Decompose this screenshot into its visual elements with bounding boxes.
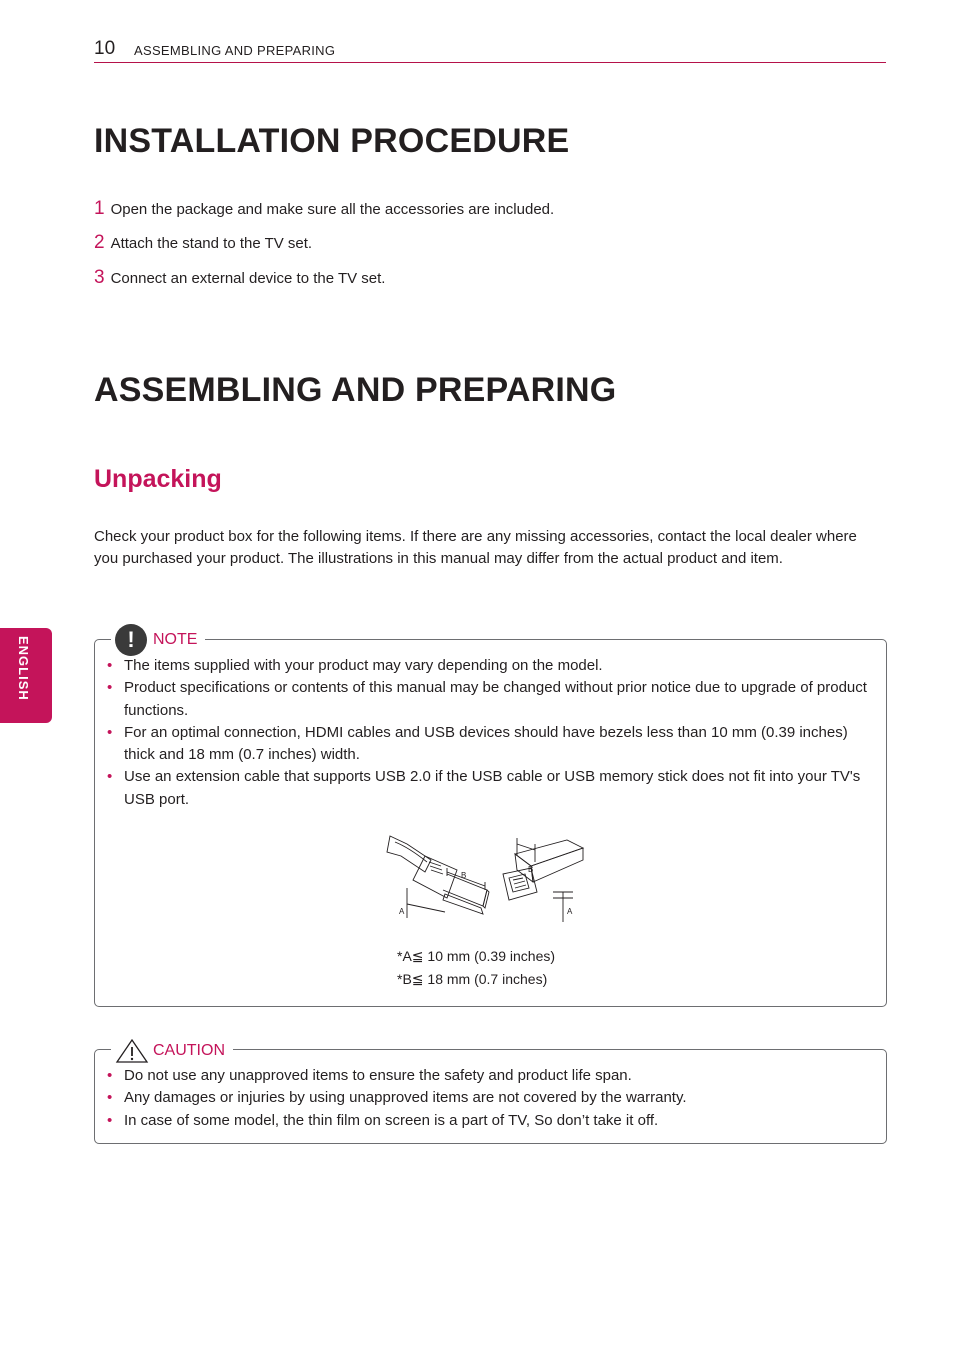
dimension-label-b: B <box>528 865 534 874</box>
caution-header <box>111 1038 233 1064</box>
running-header: ASSEMBLING AND PREPARING <box>134 43 336 58</box>
connector-size-illustration <box>385 834 595 934</box>
warning-triangle-icon <box>115 1038 149 1064</box>
list-item: • In case of some model, the thin film on screen is a part of TV, So don’t take it off. <box>107 1111 659 1129</box>
step-number: 1 <box>94 198 105 219</box>
side-tab-label: ENGLISH <box>16 636 31 701</box>
header-rule <box>94 62 886 63</box>
dimension-label-a: A <box>567 907 573 916</box>
step-text: Open the package and make sure all the accessories are included. <box>110 201 555 218</box>
exclamation-circle-icon: ! <box>115 624 147 656</box>
measure-b: *B≦ 18 mm (0.7 inches) <box>397 971 548 987</box>
step-3 <box>94 268 385 289</box>
page-number: 10 <box>94 38 116 59</box>
dimension-label-b: B <box>461 871 467 880</box>
step-number: 3 <box>94 267 105 288</box>
list-item: • Product specifications or contents of this manual may be changed without prior notice due to upgrade of product functions. <box>107 679 867 719</box>
list-item: • The items supplied with your product may vary depending on the model. <box>107 657 603 674</box>
dimension-label-a: A <box>399 907 405 916</box>
step-number: 2 <box>94 232 105 253</box>
note-title: NOTE <box>153 631 198 648</box>
language-side-tab <box>0 628 52 723</box>
note-box <box>94 627 887 1007</box>
caution-list <box>107 1065 871 1132</box>
list-item: • For an optimal connection, HDMI cables and USB devices should have bezels less than 10 mm (0.39 inches) thick and 18 mm (0.7 inches) width. <box>107 723 848 764</box>
unpacking-title: Unpacking <box>94 465 222 493</box>
list-item: • Use an extension cable that supports USB 2.0 if the USB cable or USB memory stick does not fit into your TV's USB port. <box>107 768 861 808</box>
step-2 <box>94 233 312 254</box>
installation-title: INSTALLATION PROCEDURE <box>94 122 570 160</box>
list-item: • Do not use any unapproved items to ensure the safety and product life span. <box>107 1067 632 1084</box>
step-text: Attach the stand to the TV set. <box>110 235 313 252</box>
caution-title: CAUTION <box>153 1042 225 1059</box>
caution-box <box>94 1042 887 1144</box>
note-list <box>107 655 871 811</box>
note-header <box>111 624 205 656</box>
step-1 <box>94 199 554 220</box>
assembling-title: ASSEMBLING AND PREPARING <box>94 371 617 409</box>
measure-a: *A≦ 10 mm (0.39 inches) <box>397 948 556 964</box>
step-text: Connect an external device to the TV set. <box>110 270 386 287</box>
unpacking-paragraph: Check your product box for the following items. If there are any missing accessories, contact the local dealer where you purchased your product. The illustrations in this manual may differ from the actual product and item. <box>94 528 857 568</box>
list-item: • Any damages or injuries by using unapproved items are not covered by the warranty. <box>107 1089 687 1107</box>
